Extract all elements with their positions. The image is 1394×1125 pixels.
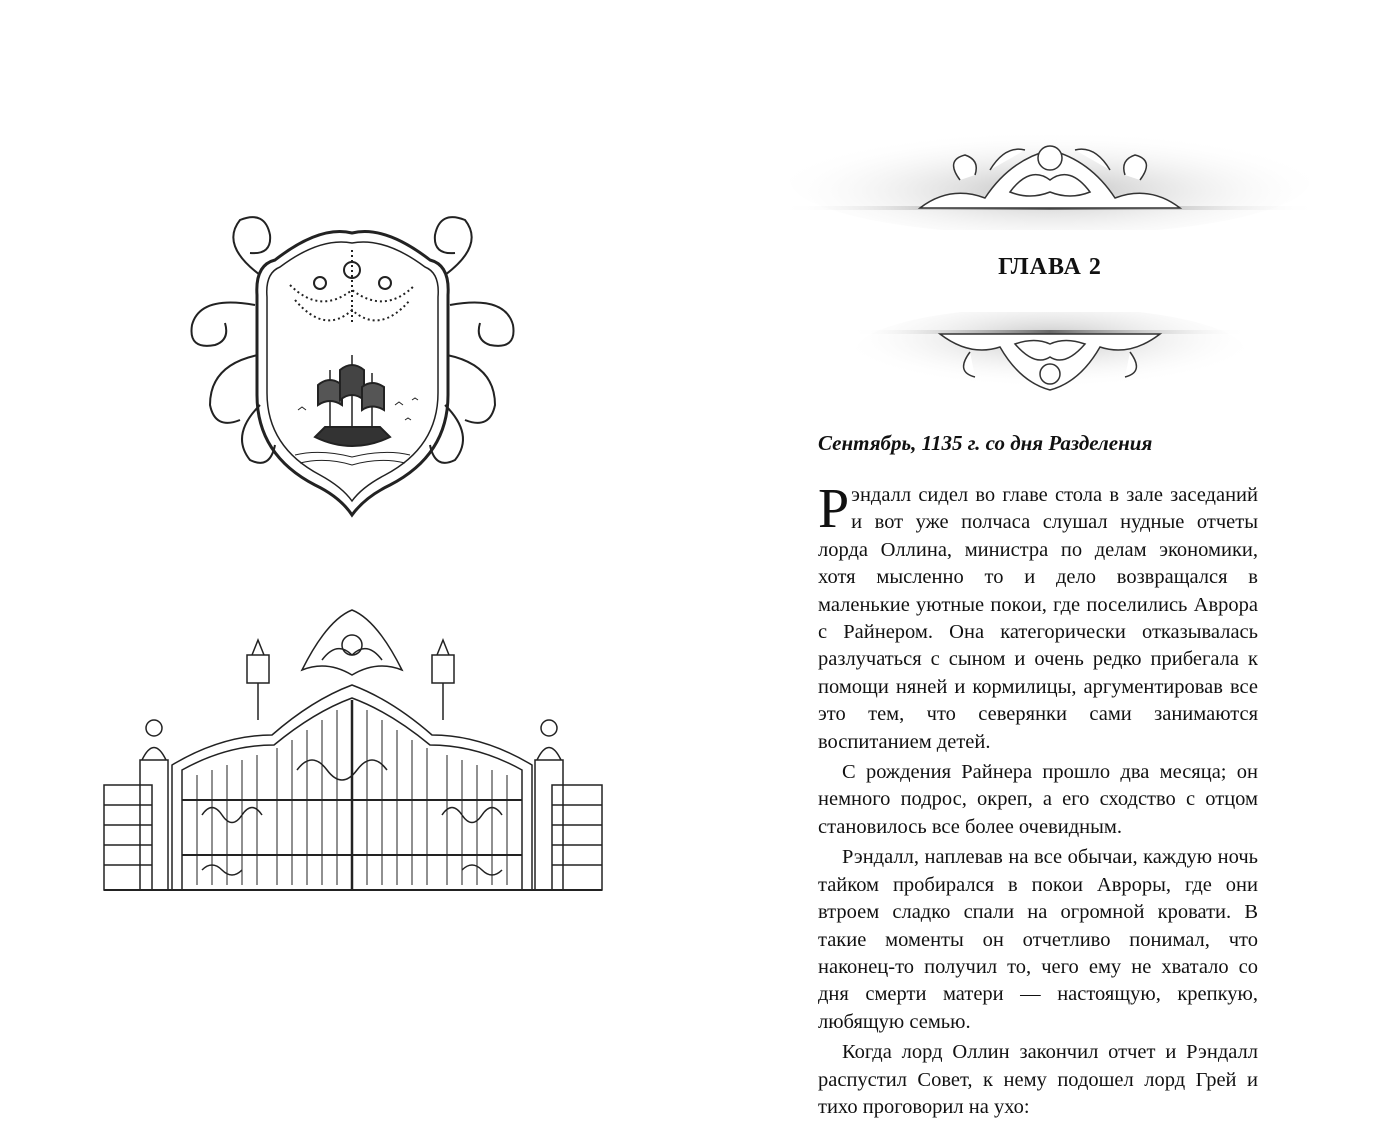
paragraph-1-text: эндалл сидел во главе стола в зале заседаний и вот уже полчаса слушал нудные отчеты лорда Оллина, министра по делам экономики, хотя мысленно то и дело возвращался в маленькие уютные покои, где поселились Аврора с Райнером. Она категорически отказывалась разлучаться с сыном и очень редко прибегала к помощи няней и кормилицы, аргументировав все это тем, что северянки сами занимаются воспитанием детей. — [818, 484, 1258, 753]
paragraph-3: Рэндалл, наплевав на все обычаи, каждую ночь тайком пробирался в покои Авроры, где они втроем сладко спали на огромной кровати. В такие моменты он отчетливо понимал, что наконец-то получил то, чего ему не хватало со дня смерти матери — настоящую, крепкую, любящую семью. — [818, 846, 1258, 1033]
chapter-dateline: Сентябрь, 1135 г. со дня Разделения — [818, 431, 1153, 455]
baroque-ornament-bottom-icon — [850, 312, 1250, 412]
paragraph-1 — [818, 478, 1258, 756]
baroque-ornament-top-icon — [780, 120, 1320, 230]
drop-cap: Р — [818, 478, 850, 540]
chapter-title: ГЛАВА 2 — [998, 254, 1102, 280]
paragraph-2: С рождения Райнера прошло два месяца; он немного подрос, окреп, а его сходство с отцом становилось все более очевидным. — [818, 761, 1258, 838]
chapter-body — [818, 478, 1258, 1121]
crest-with-ship-icon — [180, 205, 525, 525]
paragraph-4: Когда лорд Оллин закончил отчет и Рэндалл распустил Совет, к нему подошел лорд Грей и тихо проговорил на ухо: — [818, 1041, 1258, 1118]
ornate-gate-icon — [102, 600, 607, 900]
